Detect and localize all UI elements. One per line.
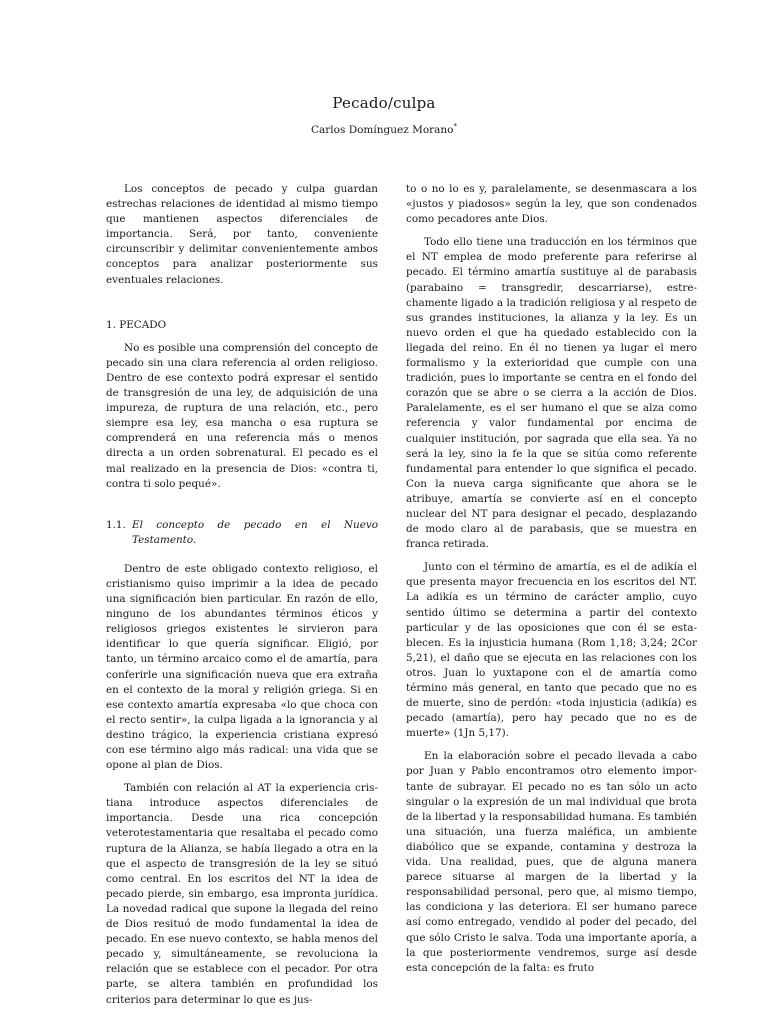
paragraph: Junto con el término de amartía, es el de adikía el que presenta mayor frecuencia en los escritos del NT. La adikía es un término de carácter amplio, cuyo sentido último se determina a partir del contexto particular y de las oposiciones que con él se establecen. Es la injusticia humana (Rom 1,18; 3,24; 2Cor 5,21), el daño que se ejecuta en las relaciones con los otros. Juan lo yuxtapone con el de amartía como término más general, en tanto que pecado que no es de muerte, sino de perdón: «toda injusticia (adikía) es pecado (amartía), pero hay pecado que no es de muerte» (1Jn 5,17). <box>406 561 697 740</box>
left-column <box>106 182 378 1016</box>
paragraph: En la elaboración sobre el pecado llevada a cabo por Juan y Pablo encontramos otro elemento importante de subrayar. El pecado no es tan sólo un acto singular o la expresión de un mal individual que brota de la libertad y la responsabilidad humana. Es también una situación, una fuerza maléfica, un ambiente diabólico que se expande, contamina y destroza la vida. Una realidad, pues, que de alguna manera parece situarse al margen de la libertad y la responsabilidad personal, pero que, al mismo tiempo, las condiciona y las deteriora. El ser humano parece así como entregado, vendido al poder del pecado, del que sólo Cristo le salva. Toda una importante aporía, a la que posteriormente vendremos, surge así desde esta concepción de la falta: es fruto <box>406 750 697 974</box>
paragraph-continuation: to o no lo es y, paralelamente, se desenmascara a los «justos y piadosos» según la ley, que son condenados como pecadores ante Dios. <box>406 183 697 226</box>
right-column <box>406 182 697 984</box>
subsection-number: 1.1. <box>106 518 126 531</box>
article-author <box>0 124 768 136</box>
paragraph: También con relación al AT la experiencia cristiana introduce aspectos diferenciales de importancia. Desde una rica concepción veterotestamentaria que resaltaba el pecado como ruptura de la Alianza, se había llegado a otra en la que el aspecto de transgresión de la ley se situó como central. En los escritos del NT la idea de pecado pierde, sin embargo, esa impronta jurídica. La novedad radical que supone la llegada del reino de Dios resituó de modo fundamental la idea de pecado. En ese nuevo contexto, se habla menos del pecado y, simultáneamente, se revoluciona la relación que se establece con el pecador. Por otra parte, se altera también en profundidad los criterios para determinar lo que es jus- <box>106 782 378 1006</box>
paragraph: Todo ello tiene una traducción en los términos que el NT emplea de modo preferente para referirse al pecado. El término amartía sustituye al de parabasis (parabaino = transgredir, descarriarse), estrechamente ligado a la tradición religiosa y al respeto de sus grandes instituciones, la alianza y la ley. Es un nuevo orden el que ha quedado establecido con la llegada del reino. En él no tienen ya lugar el mero formalismo y la exterioridad que cumple con una tradición, pues lo importante se centra en el fondo del corazón que se abre o se cierra a la acción de Dios. Paralelamente, es el ser humano el que se alza como referencia y valor fundamental por encima de cualquier institución, por sagrada que ella sea. Ya no será la ley, sino la fe la que se sitúa como referente fundamental para entender lo que significa el pecado. Con la nueva carga significante que ahora se le atribuye, amartía se convierte así en el concepto nuclear del NT para designar el pecado, desplazando de modo claro al de parabasis, que se muestra en franca retirada. <box>406 236 697 551</box>
paragraph: No es posible una comprensión del concepto de pecado sin una clara referencia al orden religioso. Dentro de ese contexto podrá expresar el sentido de transgresión de una ley, de adquisición de una impureza, de ruptura de una relación, etc., pero siempre esa ley, esa mancha o esa ruptura se comprenderá en una referencia más o menos directa a un orden sobrenatural. El pecado es el mal realizado en la presencia de Dios: «contra ti, contra ti solo pequé». <box>106 341 378 490</box>
subsection-title: El concepto de pecado en el Nuevo Testamento. <box>132 518 378 546</box>
author-footnote-mark: * <box>453 122 458 131</box>
article-title: Pecado/culpa <box>332 94 436 112</box>
paragraph: Dentro de este obligado contexto religioso, el cristianismo quiso imprimir a la idea de pecado una significación bien particular. En razón de ello, ninguno de los abundantes términos éticos y religiosos griegos existentes le sirvieron para identificar lo que quería significar. Eligió, por tanto, un término arcaico como el de amartía, para conferirle una significación nueva que era extraña en el contexto de la moral y religión griega. Si en ese contexto amartía expresaba «lo que choca con el recto sentir», la culpa ligada a la ignorancia y al destino trágico, la experiencia cristiana expresó con ese término algo más radical: una vida que se opone al plan de Dios. <box>106 562 378 772</box>
intro-paragraph: Los conceptos de pecado y culpa guardan estrechas relaciones de identidad al mismo tiempo que mantienen aspectos diferenciales de importancia. Será, por tanto, conveniente circunscribir y delimitar convenientemente ambos conceptos para analizar posteriormente sus eventuales relaciones. <box>106 183 378 286</box>
subsection-heading <box>106 518 378 548</box>
section-heading-pecado: 1. PECADO <box>106 318 167 331</box>
author-name: Carlos Domínguez Morano <box>310 124 454 136</box>
